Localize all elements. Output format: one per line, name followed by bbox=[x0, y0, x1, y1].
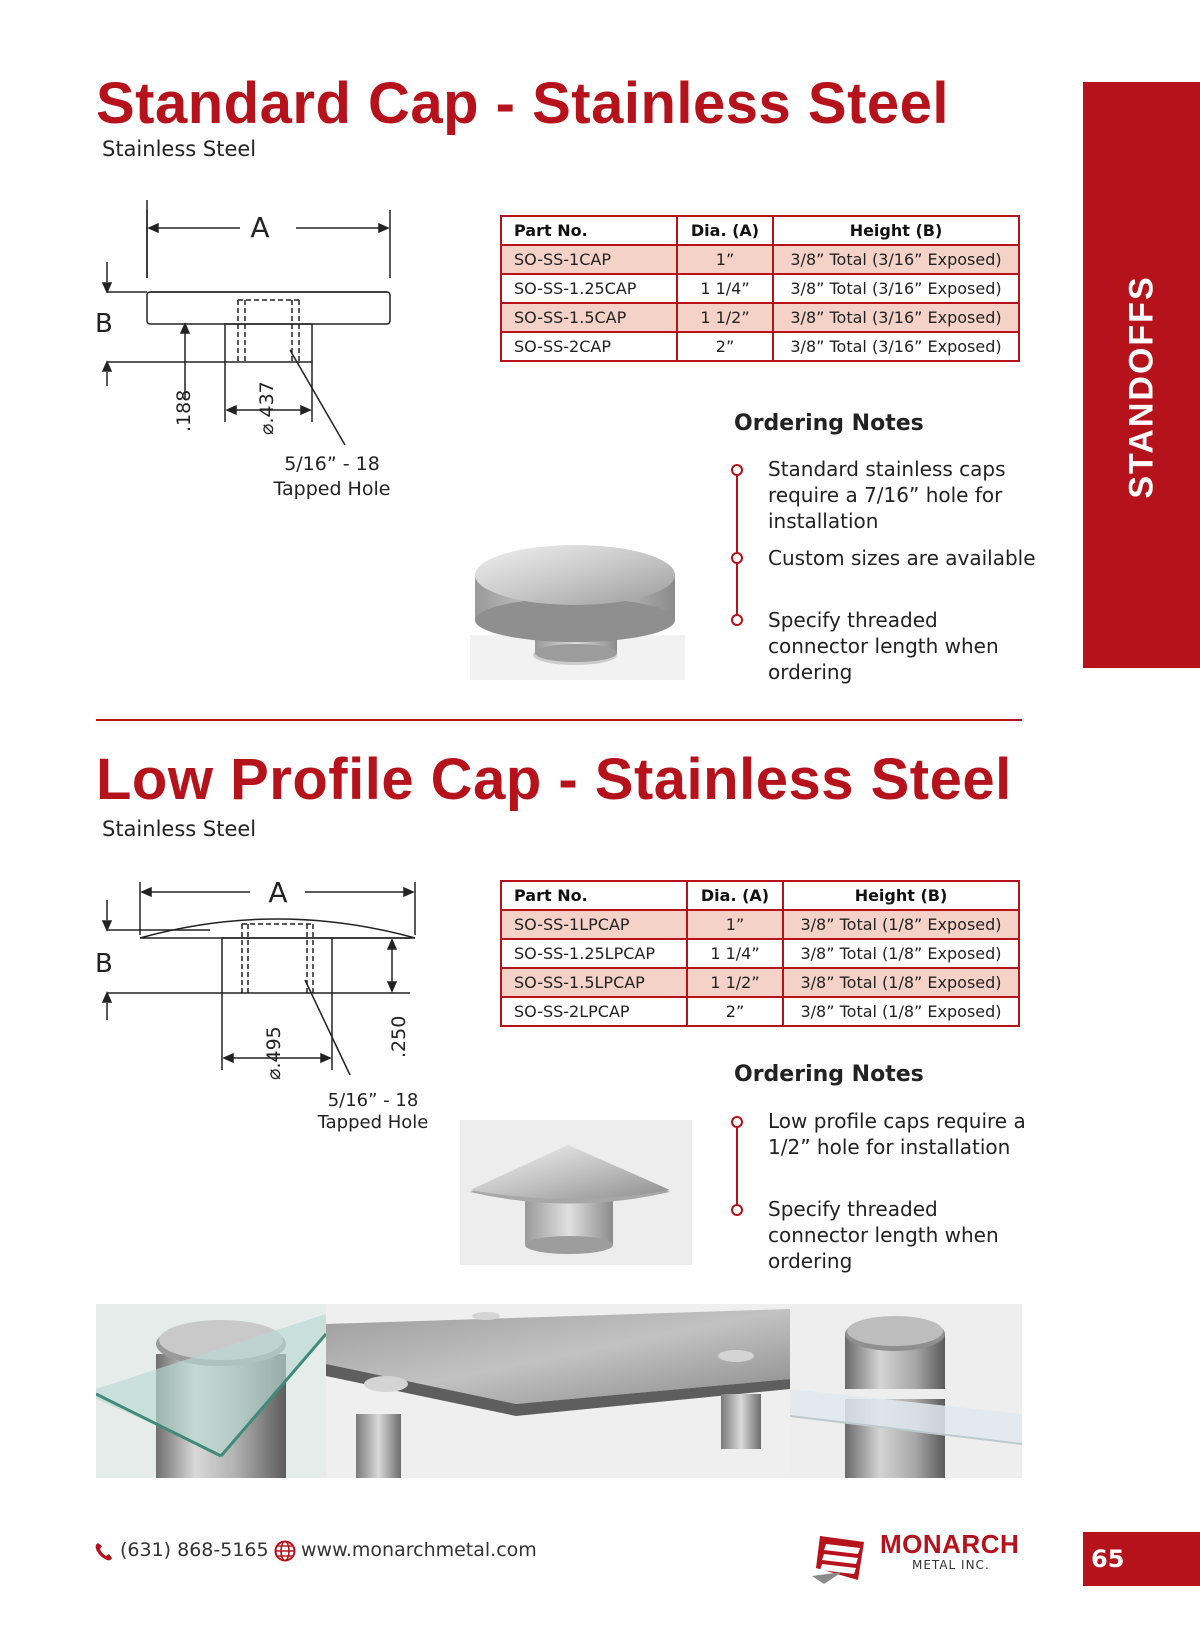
height-cell: 3/8” Total (3/16” Exposed) bbox=[773, 332, 1019, 361]
section-title-low-profile-cap: Low Profile Cap - Stainless Steel bbox=[96, 747, 1012, 812]
table-row bbox=[501, 332, 1019, 361]
dim-a-label: A bbox=[250, 211, 270, 244]
height-cell: 3/8” Total (1/8” Exposed) bbox=[783, 910, 1019, 939]
dia-cell: 1” bbox=[677, 245, 773, 274]
note-bullet bbox=[731, 464, 743, 476]
side-tab-label: STANDOFFS bbox=[1122, 275, 1160, 499]
table-header-row bbox=[501, 881, 1019, 910]
phone-icon bbox=[94, 1541, 112, 1561]
ordering-note: Custom sizes are available bbox=[768, 546, 1036, 570]
dia-cell: 1 1/2” bbox=[677, 303, 773, 332]
standard-cap-photo bbox=[470, 540, 685, 680]
application-photo-acrylic-standoff bbox=[790, 1304, 1022, 1478]
note-bullet bbox=[731, 1116, 743, 1128]
height-cell: 3/8” Total (1/8” Exposed) bbox=[783, 968, 1019, 997]
section-title-standard-cap: Standard Cap - Stainless Steel bbox=[96, 71, 950, 136]
height-cell: 3/8” Total (3/16” Exposed) bbox=[773, 274, 1019, 303]
section-subtitle-standard-cap: Stainless Steel bbox=[102, 137, 257, 161]
logo-wordmark: MONARCH bbox=[880, 1529, 1020, 1559]
table-row bbox=[501, 939, 1019, 968]
part-no-cell: SO-SS-1.25CAP bbox=[501, 274, 677, 303]
part-no-cell: SO-SS-1.25LPCAP bbox=[501, 939, 687, 968]
note-bullet bbox=[731, 1204, 743, 1216]
dia-cell: 1 1/2” bbox=[687, 968, 783, 997]
part-no-cell: SO-SS-1.5CAP bbox=[501, 303, 677, 332]
ordering-notes-title-2: Ordering Notes bbox=[734, 1062, 924, 1087]
dim-height-label: .250 bbox=[388, 1015, 410, 1058]
tapped-hole-label-line1: 5/16” - 18 bbox=[327, 1090, 419, 1111]
note-bullet bbox=[731, 614, 743, 626]
header-dia: Dia. (A) bbox=[687, 881, 783, 910]
notes-timeline-1 bbox=[736, 470, 738, 620]
section-side-tab bbox=[1083, 82, 1200, 668]
height-cell: 3/8” Total (1/8” Exposed) bbox=[783, 997, 1019, 1026]
height-cell: 3/8” Total (1/8” Exposed) bbox=[783, 939, 1019, 968]
ordering-note: Standard stainless caps require a 7/16” hole for installation bbox=[768, 457, 1006, 533]
application-photo-glass-standoff bbox=[96, 1304, 326, 1478]
table-row bbox=[501, 997, 1019, 1026]
dim-diameter-label: ⌀.495 bbox=[263, 1026, 285, 1080]
notes-timeline-2 bbox=[736, 1122, 738, 1212]
height-cell: 3/8” Total (3/16” Exposed) bbox=[773, 245, 1019, 274]
header-part-no: Part No. bbox=[501, 881, 687, 910]
table-row bbox=[501, 910, 1019, 939]
part-no-cell: SO-SS-1CAP bbox=[501, 245, 677, 274]
ordering-note: Specify threaded connector length when ordering bbox=[768, 1197, 999, 1273]
page-number: 65 bbox=[1091, 1545, 1125, 1573]
standard-cap-spec-table bbox=[500, 215, 1020, 362]
tapped-hole-label-line2: Tapped Hole bbox=[317, 1112, 429, 1133]
dim-a-label: A bbox=[268, 876, 288, 909]
table-row bbox=[501, 968, 1019, 997]
monarch-logo-icon bbox=[812, 1528, 882, 1584]
header-height: Height (B) bbox=[783, 881, 1019, 910]
globe-icon bbox=[274, 1540, 296, 1562]
part-no-cell: SO-SS-1LPCAP bbox=[501, 910, 687, 939]
low-profile-cap-spec-table bbox=[500, 880, 1020, 1027]
table-row bbox=[501, 274, 1019, 303]
tapped-hole-label-line1: 5/16” - 18 bbox=[284, 453, 380, 475]
part-no-cell: SO-SS-1.5LPCAP bbox=[501, 968, 687, 997]
header-dia: Dia. (A) bbox=[677, 216, 773, 245]
page-number-badge bbox=[1083, 1532, 1200, 1586]
logo-subtext: METAL INC. bbox=[912, 1558, 990, 1572]
section-divider bbox=[96, 719, 1022, 721]
ordering-note: Specify threaded connector length when ordering bbox=[768, 608, 999, 684]
dia-cell: 2” bbox=[687, 997, 783, 1026]
part-no-cell: SO-SS-2CAP bbox=[501, 332, 677, 361]
height-cell: 3/8” Total (3/16” Exposed) bbox=[773, 303, 1019, 332]
note-bullet bbox=[731, 552, 743, 564]
low-profile-cap-diagram bbox=[90, 870, 470, 1150]
ordering-note: Low profile caps require a 1/2” hole for installation bbox=[768, 1109, 1026, 1159]
dia-cell: 1 1/4” bbox=[687, 939, 783, 968]
part-no-cell: SO-SS-2LPCAP bbox=[501, 997, 687, 1026]
tapped-hole-label-line2: Tapped Hole bbox=[273, 478, 391, 500]
dim-height-label: .188 bbox=[173, 389, 195, 432]
application-photo-sign-panel bbox=[326, 1304, 790, 1478]
dia-cell: 1” bbox=[687, 910, 783, 939]
low-profile-cap-photo bbox=[460, 1120, 692, 1265]
table-row bbox=[501, 245, 1019, 274]
section-subtitle-low-profile-cap: Stainless Steel bbox=[102, 817, 257, 841]
ordering-notes-title-1: Ordering Notes bbox=[734, 411, 924, 436]
dim-b-label: B bbox=[95, 949, 113, 979]
table-header-row bbox=[501, 216, 1019, 245]
dia-cell: 1 1/4” bbox=[677, 274, 773, 303]
dim-b-label: B bbox=[95, 309, 113, 339]
dia-cell: 2” bbox=[677, 332, 773, 361]
dim-diameter-label: ⌀.437 bbox=[256, 381, 278, 435]
footer-phone[interactable]: (631) 868-5165 bbox=[120, 1539, 269, 1561]
header-height: Height (B) bbox=[773, 216, 1019, 245]
header-part-no: Part No. bbox=[501, 216, 677, 245]
footer-website-link[interactable]: www.monarchmetal.com bbox=[301, 1539, 537, 1561]
standard-cap-diagram bbox=[90, 200, 470, 520]
table-row bbox=[501, 303, 1019, 332]
